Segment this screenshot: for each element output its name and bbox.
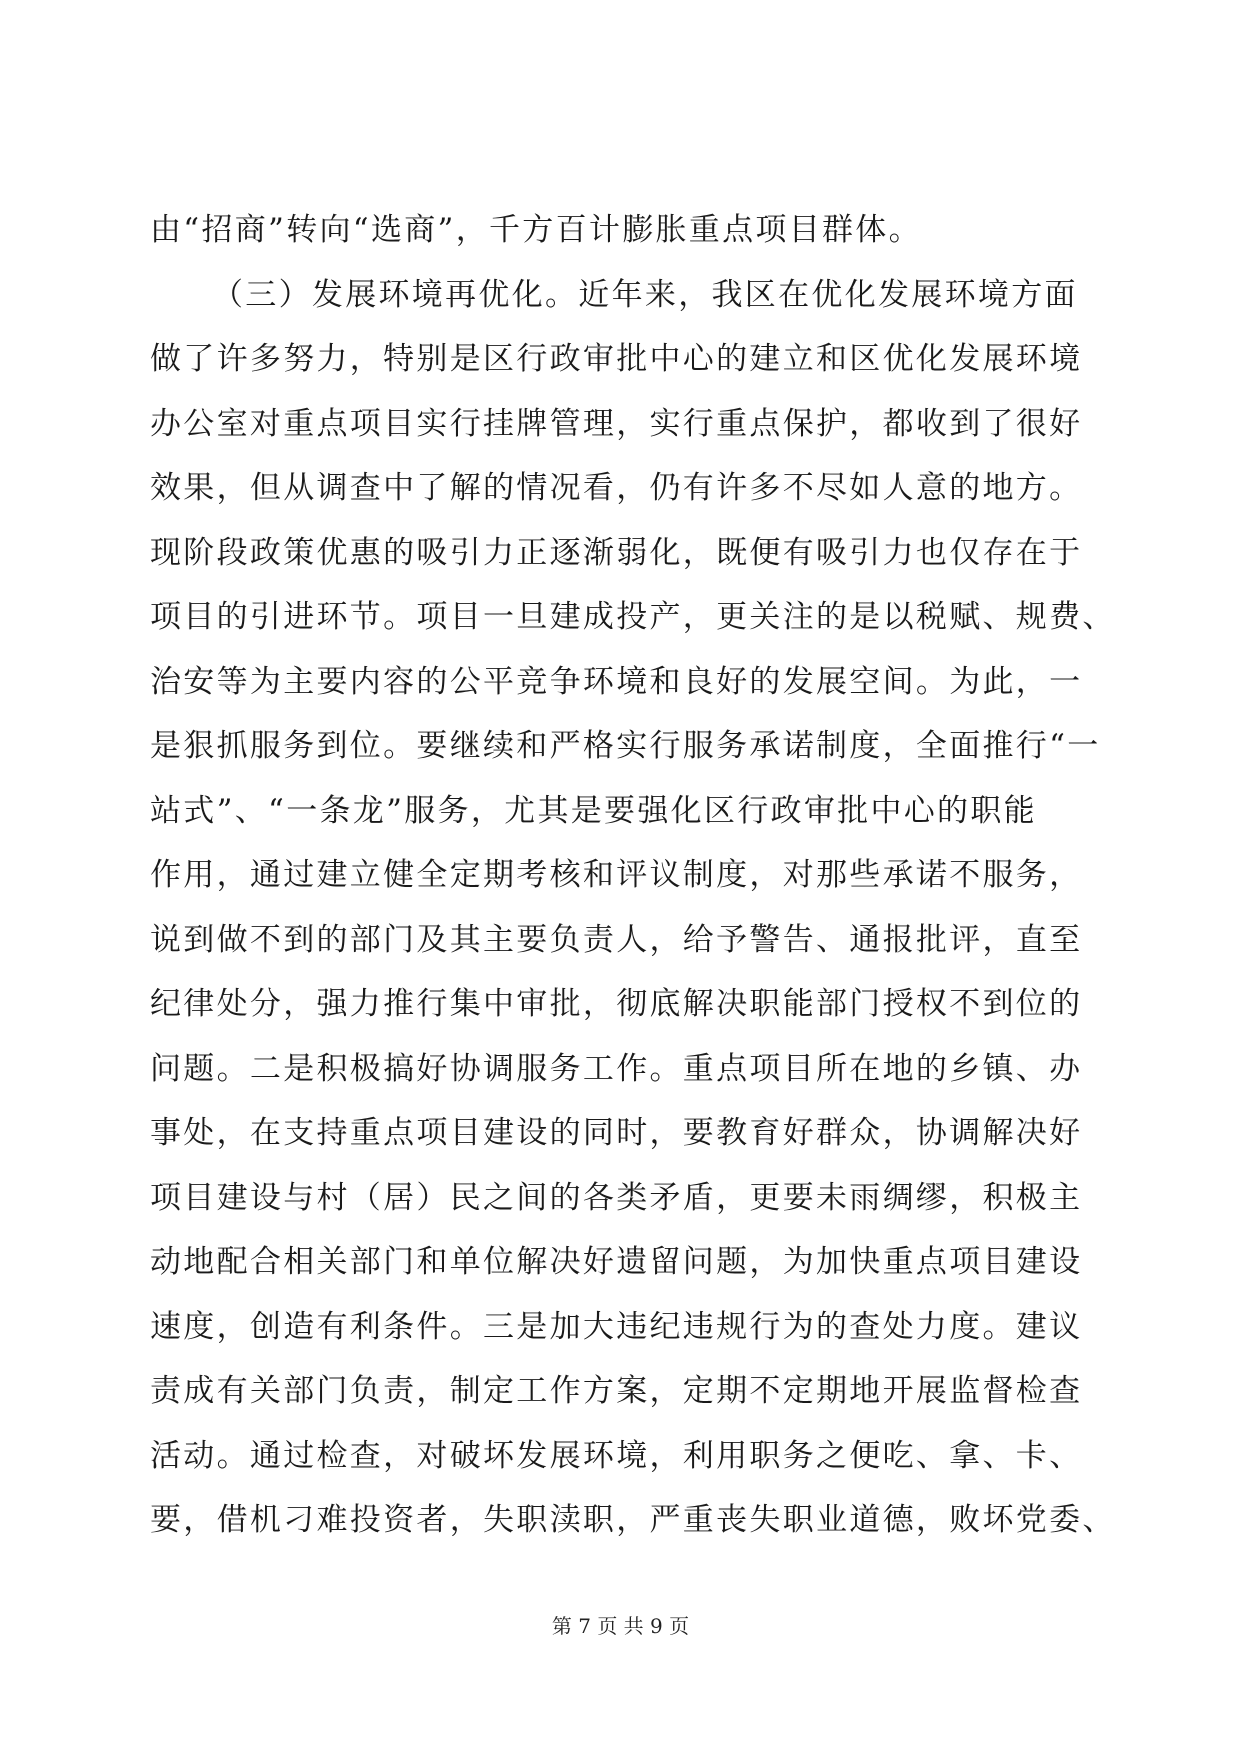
text-line: 站式”、“一条龙”服务，尤其是要强化区行政审批中心的职能 [150,792,1037,829]
text-line: 治安等为主要内容的公平竞争环境和良好的发展空间。为此，一 [150,663,1083,700]
text-line: 效果，但从调查中了解的情况看，仍有许多不尽如人意的地方。 [150,470,1083,506]
text-line: 动地配合相关部门和单位解决好遗留问题，为加快重点项目建设 [150,1244,1083,1280]
text-line: 项目建设与村（居）民之间的各类矛盾，更要未雨绸缪，积极主 [150,1179,1083,1216]
text-line: 做了许多努力，特别是区行政审批中心的建立和区优化发展环境 [150,341,1083,377]
text-line: 活动。通过检查，对破坏发展环境，利用职务之便吃、拿、卡、 [150,1437,1083,1474]
text-line: 作用，通过建立健全定期考核和评议制度，对那些承诺不服务， [150,857,1083,893]
text-line: 事处，在支持重点项目建设的同时，要教育好群众，协调解决好 [150,1115,1083,1151]
text-line: 速度，创造有利条件。三是加大违纪违规行为的查处力度。建议 [150,1308,1083,1345]
text-line: 项目的引进环节。项目一旦建成投产，更关注的是以税赋、规费、 [150,599,1116,635]
text-line: 办公室对重点项目实行挂牌管理，实行重点保护，都收到了很好 [150,405,1083,442]
text-line: 问题。二是积极搞好协调服务工作。重点项目所在地的乡镇、办 [150,1050,1083,1087]
text-line: 是狠抓服务到位。要继续和严格实行服务承诺制度，全面推行“一 [150,728,1101,764]
body-text [150,198,1116,1553]
text-line: 由“招商”转向“选商”，千方百计膨胀重点项目群体。 [150,212,922,248]
text-line: 责成有关部门负责，制定工作方案，定期不定期地开展监督检查 [150,1373,1083,1409]
text-line: 要，借机刁难投资者，失职渎职，严重丧失职业道德，败坏党委、 [150,1502,1116,1538]
text-line: 说到做不到的部门及其主要负责人，给予警告、通报批评，直至 [150,921,1083,958]
paragraph-heading-line: （三）发展环境再优化。近年来，我区在优化发展环境方面 [212,276,1078,313]
page-number-footer: 第 7 页 共 9 页 [551,1614,690,1638]
text-line: 现阶段政策优惠的吸引力正逐渐弱化，既便有吸引力也仅存在于 [150,534,1083,571]
text-line: 纪律处分，强力推行集中审批，彻底解决职能部门授权不到位的 [150,986,1083,1022]
